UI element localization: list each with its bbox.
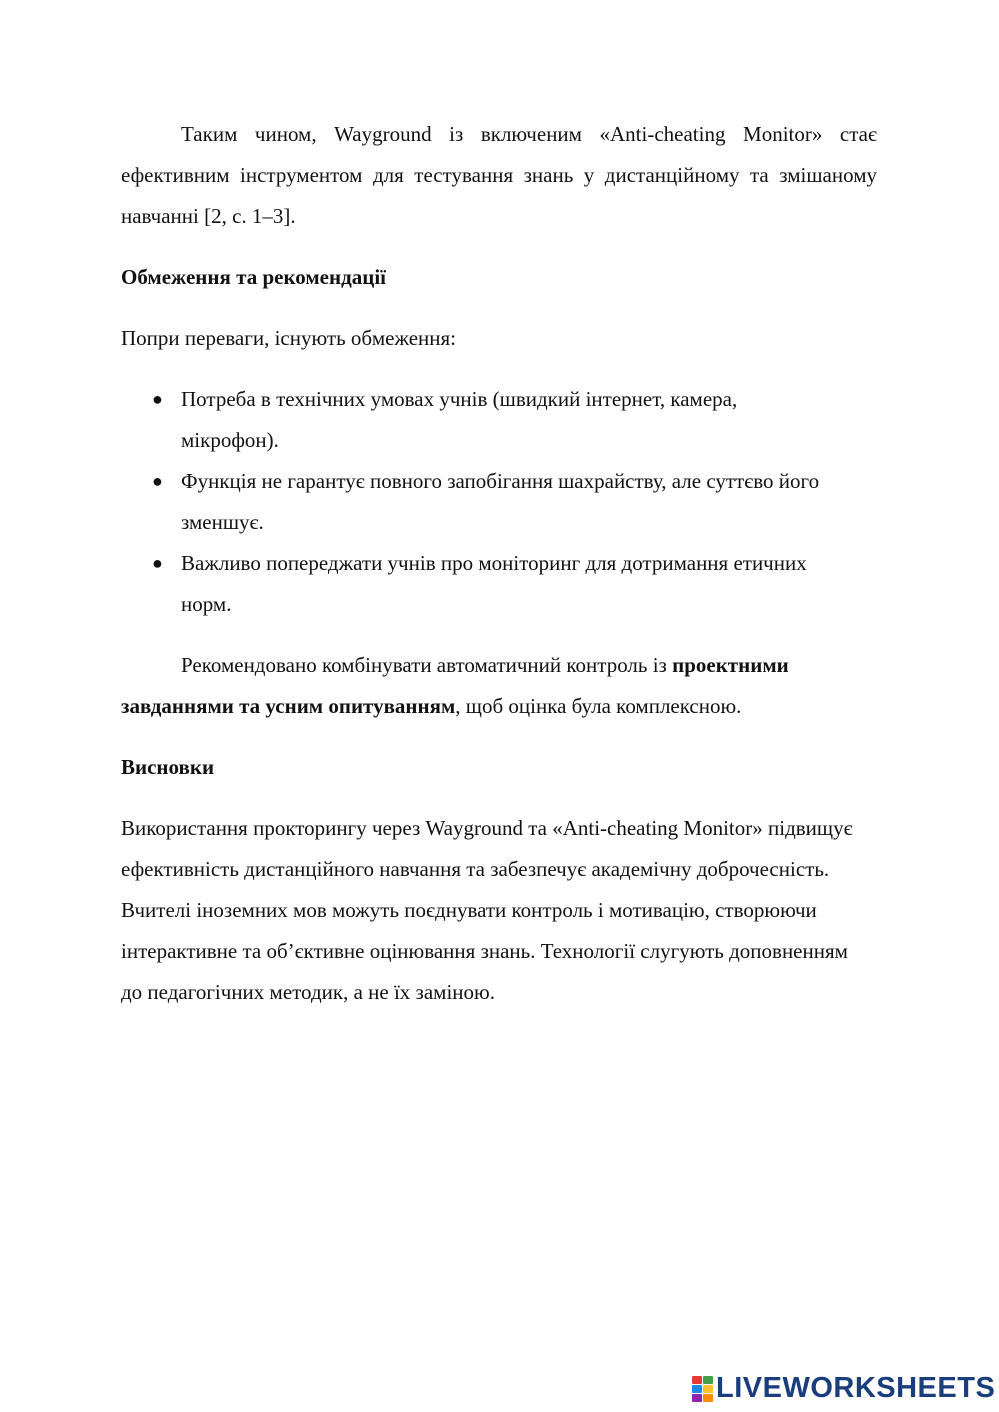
list-item [121,379,831,461]
bullet-icon: ● [152,389,163,409]
heading-conclusions: Висновки [121,755,215,779]
document-page [121,114,877,1013]
list-item-text: Потреба в технічних умовах учнів (швидкий інтернет, камера, мікрофон). [181,387,738,452]
bullet-icon: ● [152,471,163,491]
limits-list [121,379,877,625]
bullet-icon: ● [152,553,163,573]
list-item-text: Функція не гарантує повного запобігання шахрайству, але суттєво його зменшує. [181,469,820,534]
list-item-text: Важливо попереджати учнів про моніторинг для дотримання етичних норм. [181,551,807,616]
list-item [121,543,821,625]
recommendation-text-end: , щоб оцінка була комплексною. [455,694,742,718]
limits-intro: Попри переваги, існують обмеження: [121,326,457,350]
recommendation-bold: проектними завданнями та усним опитуванням [121,653,789,718]
liveworksheets-logo [692,1372,995,1404]
heading-limits: Обмеження та рекомендації [121,265,386,289]
liveworksheets-logo-text: LIVEWORKSHEETS [716,1371,996,1404]
liveworksheets-logo-icon [692,1375,714,1401]
paragraph-intro: Таким чином, Wayground із включеним «Anti-cheating Monitor» стає ефективним інструментом для тестування знань у дистанційному та змішаному навчанні [2, с. 1–3]. [121,122,877,228]
recommendation-text-start: Рекомендовано комбінувати автоматичний контроль із [181,653,673,677]
conclusions-paragraph: Використання прокторингу через Wayground та «Anti-cheating Monitor» підвищує ефективність дистанційного навчання та забезпечує академічну доброчесність. Вчителі іноземних мов можуть поєднувати контроль і мотивацію, створюючи інтерактивне та об’єктивне оцінювання знань. Технології слугують доповненням до педагогічних методик, а не їх заміною. [121,816,853,1004]
list-item [121,461,871,543]
recommendation-paragraph [121,645,866,727]
